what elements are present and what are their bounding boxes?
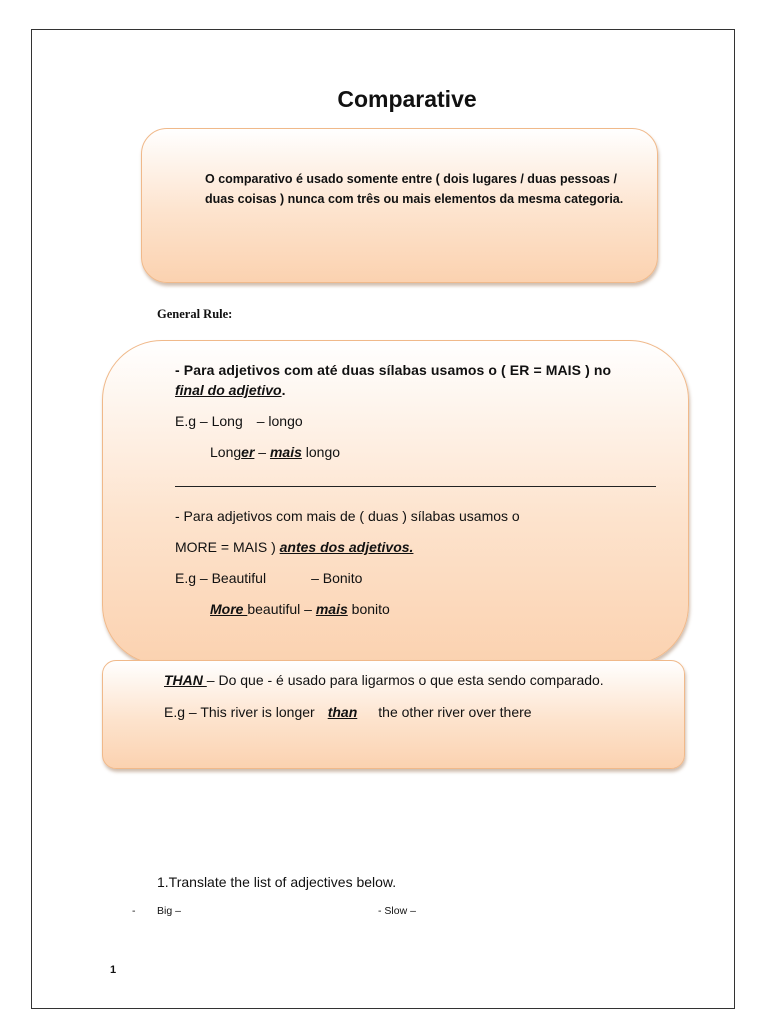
page-number: 1 [110,964,117,976]
than-example-pre: E.g – This river is longer [164,704,315,720]
example-long-left: E.g – Long [175,413,243,429]
than-description: – Do que - é usado para ligarmos o que esta sendo comparado. [206,672,604,688]
example-more-beautiful [210,601,390,617]
example-more-mid: beautiful – [247,601,316,617]
rule1-emphasis: final do adjetivo [175,382,282,398]
general-rule-label: General Rule: [157,307,233,321]
than-label: THAN [164,672,207,688]
rule2-line1: - Para adjetivos com mais de ( duas ) sílabas usamos o [175,508,520,524]
example-longer-stem: Long [210,444,242,460]
divider-line [175,486,656,487]
than-example-word: than [327,704,358,720]
than-example [164,704,532,720]
example-beautiful [175,570,362,586]
example-longer-suffix: er [241,444,255,460]
exercise-bullet: - [132,905,136,917]
exercise-question: 1.Translate the list of adjectives below. [157,874,397,890]
rule2-emphasis: antes dos adjetivos. [279,539,414,555]
example-beautiful-right: – Bonito [311,570,363,586]
example-more: More [210,601,248,617]
exercise-item-big: Big – [157,905,181,917]
example-long-right: – longo [256,413,303,429]
than-example-post: the other river over there [378,704,532,720]
example-more-post: bonito [347,601,390,617]
rule1-end: . [281,382,286,398]
example-longer-mais: mais [269,444,302,460]
example-longer-dash: – [254,444,270,460]
rule1-line1: - Para adjetivos com até duas sílabas usamos o ( ER = MAIS ) no [175,362,612,378]
example-more-mais: mais [315,601,348,617]
intro-text: O comparativo é usado somente entre ( dois lugares / duas pessoas / duas coisas ) nunca com três ou mais elementos da mesma categoria. [205,172,624,206]
example-longer-post: longo [301,444,341,460]
example-long [175,413,303,429]
exercise-item-slow: - Slow – [378,905,416,917]
example-beautiful-left: E.g – Beautiful [175,570,267,586]
example-longer [210,444,340,460]
rule1-line2 [175,382,285,398]
than-definition [164,672,604,688]
rule2-line2 [175,539,413,555]
page-title: Comparative [337,86,477,112]
rule2-prefix: MORE = MAIS ) [175,539,280,555]
